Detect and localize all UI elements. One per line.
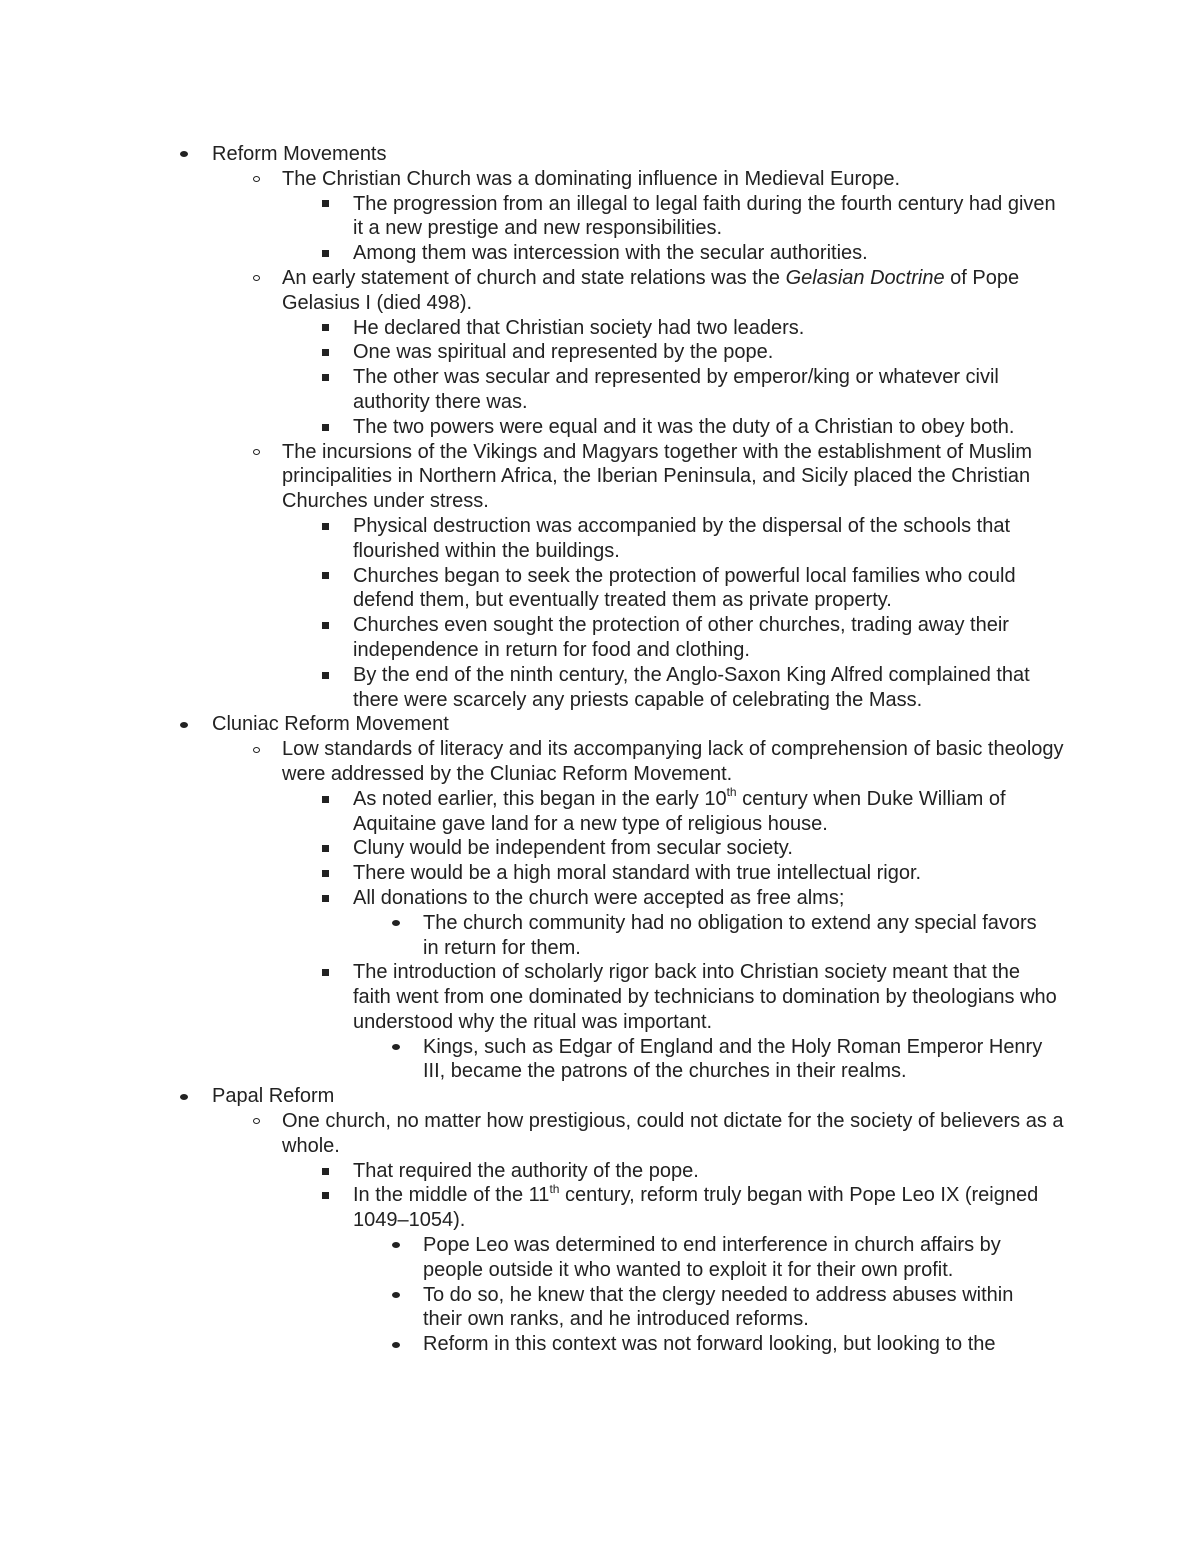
outline-detail (0, 1183, 1200, 1233)
outline-heading (0, 142, 1200, 167)
outline-detail (0, 663, 1200, 713)
outline-subdetail (0, 1233, 1200, 1283)
square-bullet-icon (315, 1183, 335, 1208)
square-bullet-icon (315, 836, 335, 861)
square-bullet-icon (315, 613, 335, 638)
outline-text: All donations to the church were accepted as free alms; (353, 886, 845, 909)
outline-text: The other was secular and represented by emperor/king or whatever civil authority there was. (353, 366, 999, 413)
filled-bullet-icon (386, 1283, 406, 1308)
outline-detail (0, 787, 1200, 837)
outline-text: One was spiritual and represented by the pope. (353, 341, 774, 364)
outline-detail (0, 564, 1200, 614)
outline-detail (0, 960, 1200, 1034)
outline-text: Cluny would be independent from secular society. (353, 837, 793, 860)
square-bullet-icon (315, 663, 335, 688)
square-bullet-icon (315, 787, 335, 812)
outline-text: To do so, he knew that the clergy needed to address abuses within their own ranks, and he introduced reforms. (423, 1283, 1014, 1331)
outline-text: He declared that Christian society had two leaders. (353, 316, 805, 339)
outline-subdetail (0, 1332, 1200, 1357)
outline-text: The introduction of scholarly rigor back into Christian society meant that the faith went from one dominated by technicians to domination by theologians who understood why the ritual was important. (353, 961, 1057, 1033)
outline-text: By the end of the ninth century, the Anglo-Saxon King Alfred complained that there were scarcely any priests capable of celebrating the Mass. (353, 663, 1030, 711)
outline-subpoint (0, 1109, 1200, 1159)
outline-text: As noted earlier, this began in the early 10th century when Duke William of Aquitaine gave land for a new type of religious house. (353, 785, 1006, 835)
filled-bullet-icon (386, 1233, 406, 1258)
outline-subdetail (0, 911, 1200, 961)
filled-bullet-icon (174, 1084, 194, 1109)
outline-detail (0, 886, 1200, 911)
outline-subpoint (0, 167, 1200, 192)
outline-text: The progression from an illegal to legal faith during the fourth century had given it a new prestige and new responsibilities. (353, 192, 1056, 240)
square-bullet-icon (315, 886, 335, 911)
outline-text: Among them was intercession with the secular authorities. (353, 242, 868, 265)
outline-text: Low standards of literacy and its accompanying lack of comprehension of basic theology were addressed by the Cluniac Reform Movement. (282, 738, 1064, 785)
square-bullet-icon (315, 861, 335, 886)
filled-bullet-icon (174, 712, 194, 737)
outline-subpoint (0, 266, 1200, 316)
outline-detail (0, 316, 1200, 341)
outline-subpoint (0, 440, 1200, 514)
square-bullet-icon (315, 415, 335, 440)
open-circle-bullet-icon (246, 440, 266, 465)
outline-text: One church, no matter how prestigious, could not dictate for the society of believers as a whole. (282, 1110, 1064, 1157)
open-circle-bullet-icon (246, 737, 266, 762)
outline-text: The church community had no obligation to extend any special favors in return for them. (423, 911, 1037, 959)
square-bullet-icon (315, 241, 335, 266)
outline-detail (0, 241, 1200, 266)
square-bullet-icon (315, 960, 335, 985)
outline-subdetail (0, 1035, 1200, 1085)
outline-text: Reform Movements (212, 143, 387, 165)
filled-bullet-icon (386, 911, 406, 936)
outline-heading (0, 712, 1200, 737)
outline-subpoint (0, 737, 1200, 787)
superscript: th (549, 1181, 560, 1196)
outline-detail (0, 514, 1200, 564)
square-bullet-icon (315, 514, 335, 539)
open-circle-bullet-icon (246, 167, 266, 192)
outline-text: Physical destruction was accompanied by the dispersal of the schools that flourished within the buildings. (353, 514, 1011, 562)
outline-detail (0, 1159, 1200, 1184)
outline-detail (0, 365, 1200, 415)
open-circle-bullet-icon (246, 1109, 266, 1134)
outline-text: Cluniac Reform Movement (212, 713, 449, 736)
outline-text: Papal Reform (212, 1085, 335, 1108)
outline-detail (0, 613, 1200, 663)
outline-detail (0, 340, 1200, 365)
square-bullet-icon (315, 564, 335, 589)
outline-text: There would be a high moral standard with true intellectual rigor. (353, 862, 922, 885)
outline-text: That required the authority of the pope. (353, 1159, 699, 1182)
outline-text: The two powers were equal and it was the duty of a Christian to obey both. (353, 415, 1015, 438)
square-bullet-icon (315, 365, 335, 390)
italic-term: Gelasian Doctrine (785, 266, 945, 289)
outline-detail (0, 836, 1200, 861)
superscript: th (726, 785, 737, 800)
outline-detail (0, 861, 1200, 886)
outline-text: An early statement of church and state relations was the Gelasian Doctrine of Pope Gelasius I (died 498). (282, 266, 1020, 314)
square-bullet-icon (315, 340, 335, 365)
outline-text: Churches began to seek the protection of powerful local families who could defend them, but eventually treated them as private property. (353, 564, 1016, 612)
open-circle-bullet-icon (246, 266, 266, 291)
square-bullet-icon (315, 1159, 335, 1184)
filled-bullet-icon (386, 1035, 406, 1060)
outline-text: Reform in this context was not forward looking, but looking to the (423, 1333, 996, 1356)
outline-text: Churches even sought the protection of other churches, trading away their independence in return for food and clothing. (353, 614, 1009, 661)
filled-bullet-icon (386, 1332, 406, 1357)
outline-detail (0, 415, 1200, 440)
outline-text: The incursions of the Vikings and Magyars together with the establishment of Muslim principalities in Northern Africa, the Iberian Peninsula, and Sicily placed the Christian Churches under stress. (282, 440, 1032, 513)
outline-text: Pope Leo was determined to end interference in church affairs by people outside it who wanted to exploit it for their own profit. (423, 1234, 1001, 1281)
outline-text: In the middle of the 11th century, reform truly began with Pope Leo IX (reigned 1049–1054). (353, 1181, 1039, 1232)
square-bullet-icon (315, 192, 335, 217)
filled-bullet-icon (174, 142, 194, 167)
outline-text: The Christian Church was a dominating influence in Medieval Europe. (282, 167, 901, 190)
square-bullet-icon (315, 316, 335, 341)
outline-detail (0, 192, 1200, 242)
outline-text: Kings, such as Edgar of England and the Holy Roman Emperor Henry III, became the patrons of the churches in their realms. (423, 1035, 1043, 1083)
outline-subdetail (0, 1283, 1200, 1333)
outline-list (0, 142, 1200, 1357)
outline-heading (0, 1084, 1200, 1109)
